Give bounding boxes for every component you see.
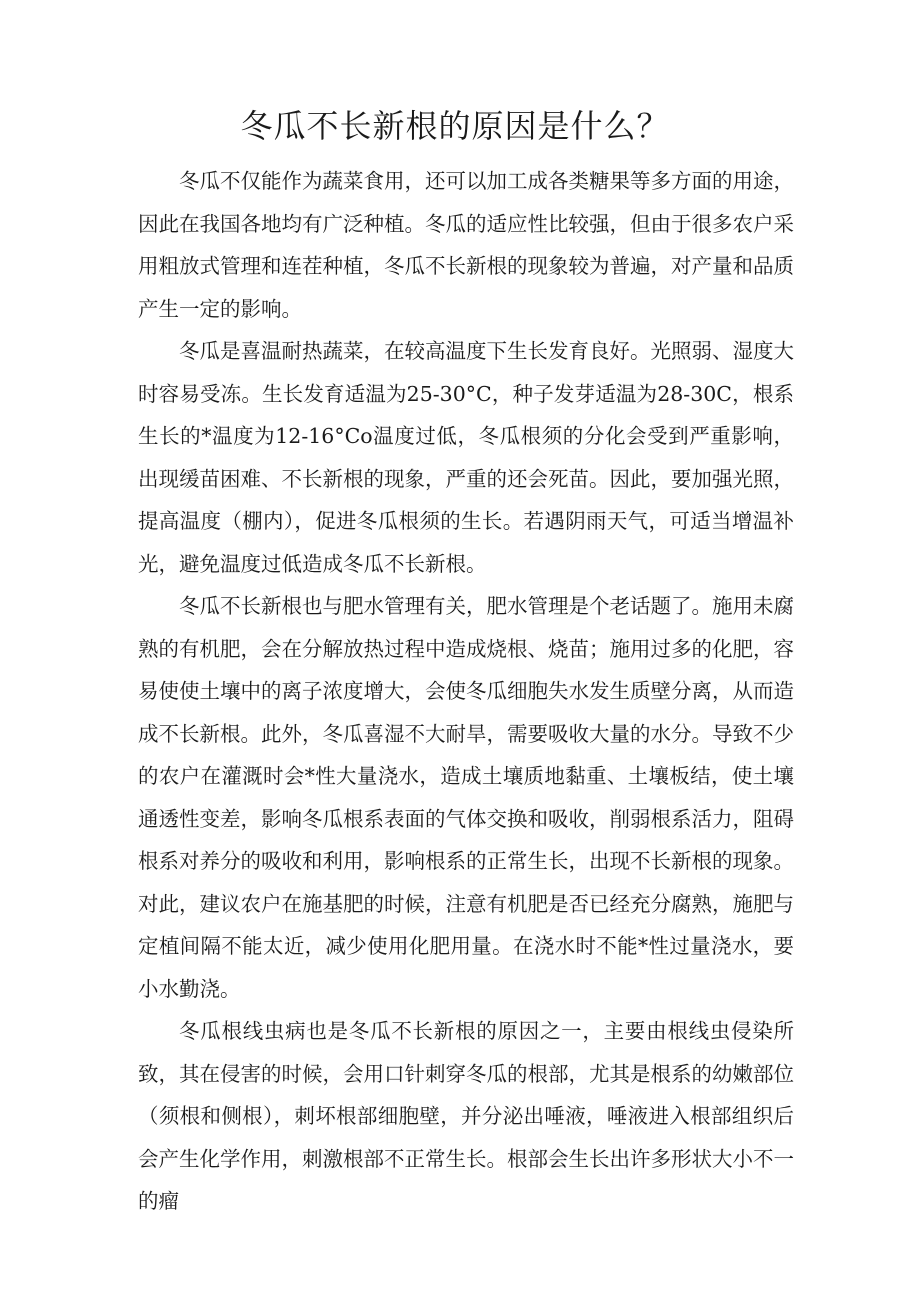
paragraph-intro: 冬瓜不仅能作为蔬菜食用，还可以加工成各类糖果等多方面的用途，因此在我国各地均有广泛种植。冬瓜的适应性比较强，但由于很多农户采用粗放式管理和连茬种植，冬瓜不长新根的现象较为普遍，对产量和品质产生一定的影响。: [138, 169, 794, 321]
document-body: [138, 160, 794, 1223]
paragraph-fertilizer-water: 冬瓜不长新根也与肥水管理有关，肥水管理是个老话题了。施用未腐熟的有机肥，会在分解放热过程中造成烧根、烧苗；施用过多的化肥，容易使使土壤中的离子浓度增大，会使冬瓜细胞失水发生质壁分离，从而造成不长新根。此外，冬瓜喜湿不大耐旱，需要吸收大量的水分。导致不少的农户在灌溉时会*性大量浇水，造成土壤质地黏重、土壤板结，使土壤通透性变差，影响冬瓜根系表面的气体交换和吸收，削弱根系活力，阻碍根系对养分的吸收和利用，影响根系的正常生长，出现不长新根的现象。对此，建议农户在施基肥的时候，注意有机肥是否已经充分腐熟，施肥与定植间隔不能太近，减少使用化肥用量。在浇水时不能*性过量浇水，要小水勤浇。: [138, 594, 794, 1001]
paragraph-temperature: 冬瓜是喜温耐热蔬菜，在较高温度下生长发育良好。光照弱、湿度大时容易受冻。生长发育适温为25-30°C，种子发芽适温为28-30C，根系生长的*温度为12-16°Co温度过低，冬瓜根须的分化会受到严重影响，出现缓苗困难、不长新根的现象，严重的还会死苗。因此，要加强光照，提高温度（棚内），促进冬瓜根须的生长。若遇阴雨天气，可适当增温补光，避免温度过低造成冬瓜不长新根。: [138, 339, 794, 576]
paragraph-nematode: 冬瓜根线虫病也是冬瓜不长新根的原因之一，主要由根线虫侵染所致，其在侵害的时候，会用口针刺穿冬瓜的根部，尤其是根系的幼嫩部位（须根和侧根），刺坏根部细胞壁，并分泌出唾液，唾液进入根部组织后会产生化学作用，刺激根部不正常生长。根部会生长出许多形状大小不一的瘤: [138, 1019, 794, 1213]
document-title: 冬瓜不长新根的原因是什么？: [240, 107, 670, 145]
